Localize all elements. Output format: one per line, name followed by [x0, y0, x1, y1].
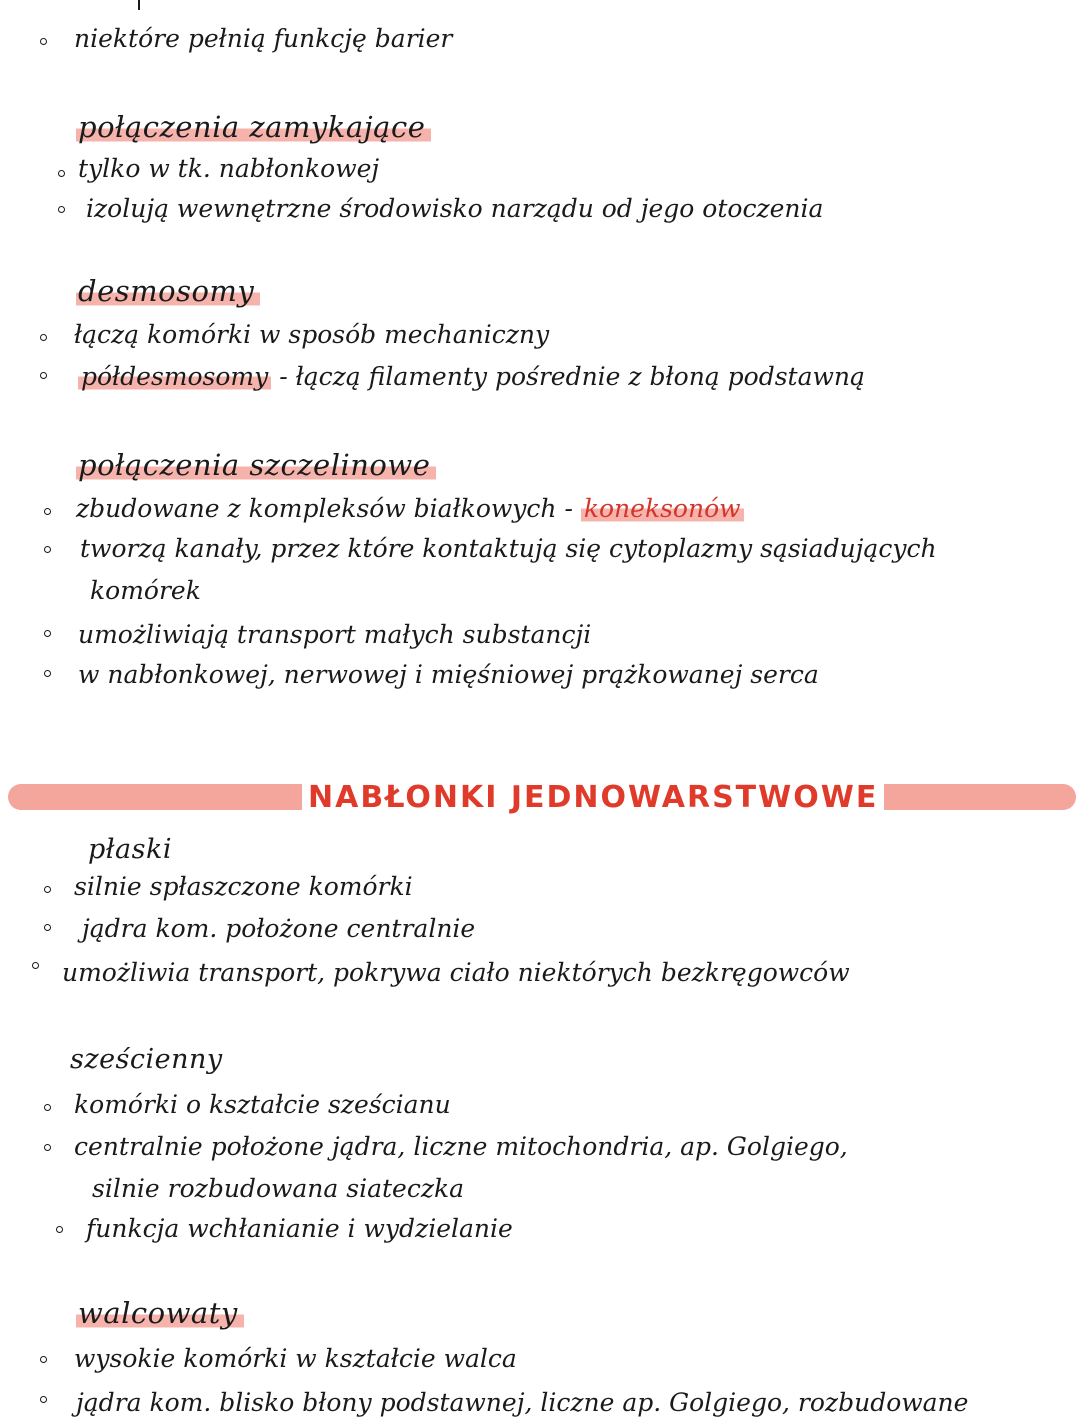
- bullet-icon: [40, 1356, 47, 1363]
- note-line: tworzą kanały, przez które kontaktują się cytoplazmy sąsiadujących: [80, 534, 937, 563]
- bullet-icon: [58, 206, 65, 213]
- bullet-icon: [40, 1396, 47, 1403]
- bullet-icon: [40, 334, 47, 341]
- bullet-icon: [56, 1226, 63, 1233]
- section-heading: [76, 448, 436, 482]
- heading-text: desmosomy: [76, 274, 260, 308]
- note-text: zbudowane z kompleksów białkowych -: [76, 494, 573, 523]
- bullet-icon: [44, 886, 51, 893]
- note-line: funkcja wchłanianie i wydzielanie: [86, 1214, 513, 1243]
- note-line: łączą komórki w sposób mechaniczny: [74, 320, 550, 349]
- note-line: izolują wewnętrzne środowisko narządu od jego otoczenia: [86, 194, 824, 223]
- note-line: centralnie położone jądra, liczne mitochondria, ap. Golgiego,: [74, 1132, 848, 1161]
- bullet-icon: [40, 38, 47, 45]
- note-line: w nabłonkowej, nerwowej i mięśniowej prążkowanej serca: [78, 660, 819, 689]
- note-line: tylko w tk. nabłonkowej: [78, 154, 380, 183]
- note-line: umożliwia transport, pokrywa ciało niektórych bezkręgowców: [62, 958, 850, 987]
- note-line: umożliwiają transport małych substancji: [78, 620, 592, 649]
- note-line: silnie spłaszczone komórki: [74, 872, 413, 901]
- note-text: - łączą filamenty pośrednie z błoną podstawną: [279, 362, 865, 391]
- highlighted-term: półdesmosomy: [78, 362, 271, 391]
- note-line: [76, 494, 744, 523]
- bullet-icon: [40, 372, 47, 379]
- stroke-fragment: [138, 0, 140, 10]
- note-line-continuation: silnie rozbudowana siateczka: [92, 1174, 465, 1203]
- note-line: wysokie komórki w kształcie walca: [74, 1344, 517, 1373]
- banner-title: NABŁONKI JEDNOWARSTWOWE: [302, 780, 884, 816]
- note-line: niektóre pełnią funkcję barier: [74, 24, 453, 53]
- note-line: jądra kom. blisko błony podstawnej, liczne ap. Golgiego, rozbudowane: [76, 1388, 969, 1417]
- bullet-icon: [44, 546, 51, 553]
- bullet-icon: [44, 924, 51, 931]
- bullet-icon: [44, 670, 51, 677]
- heading-text: połączenia zamykające: [76, 110, 431, 144]
- section-heading: [76, 274, 260, 308]
- section-heading: [76, 1296, 244, 1330]
- section-heading: sześcienny: [70, 1044, 223, 1075]
- section-heading: płaski: [88, 834, 172, 865]
- note-line: [78, 362, 865, 391]
- bullet-icon: [32, 962, 39, 969]
- heading-text: połączenia szczelinowe: [76, 448, 436, 482]
- bullet-icon: [44, 630, 51, 637]
- note-line: komórki o kształcie sześcianu: [74, 1090, 451, 1119]
- section-heading: [76, 110, 431, 144]
- bullet-icon: [44, 1144, 51, 1151]
- heading-text: walcowaty: [76, 1296, 244, 1330]
- note-line: jądra kom. położone centralnie: [82, 914, 476, 943]
- note-line-continuation: komórek: [90, 576, 201, 605]
- bullet-icon: [58, 170, 65, 177]
- bullet-icon: [44, 1104, 51, 1111]
- highlighted-term: koneksonów: [581, 494, 744, 523]
- bullet-icon: [44, 508, 51, 515]
